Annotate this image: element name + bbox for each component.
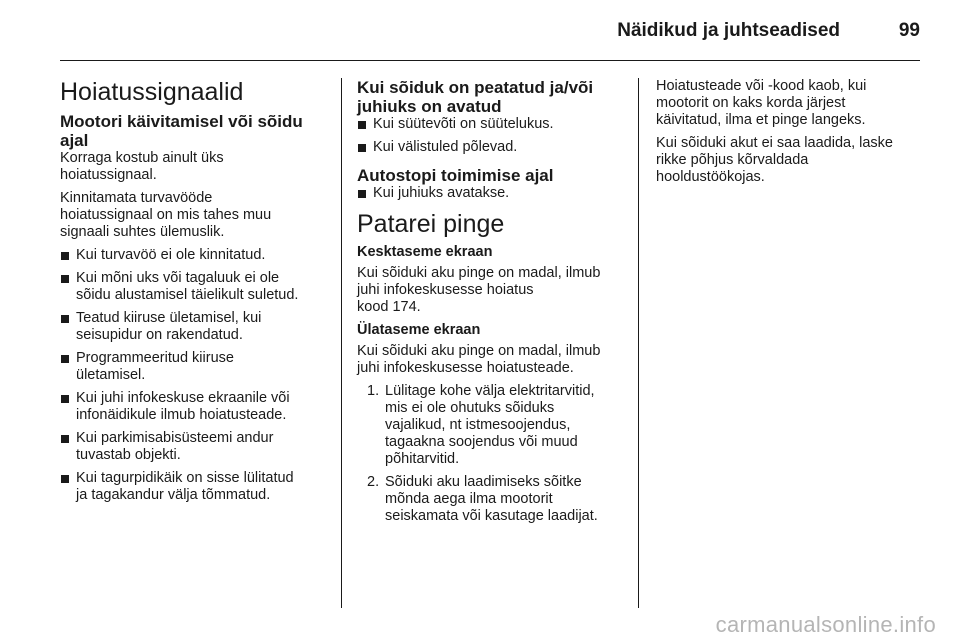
column-divider-1 <box>341 78 342 608</box>
bullet-square-icon <box>61 355 69 363</box>
site-watermark: carmanualsonline.info <box>715 612 936 637</box>
bullet-square-icon <box>358 144 366 152</box>
right-column <box>656 78 926 192</box>
bullet-square-icon <box>358 121 366 129</box>
list-item: Programmeeritud kiiruse ületamisel. <box>60 350 332 384</box>
column-divider-2 <box>638 78 639 608</box>
subheading-midlevel-display: Kesktaseme ekraan <box>357 244 493 260</box>
chapter-title: Näidikud ja juhtseadised <box>617 20 840 41</box>
numbered-step: 1. Lülitage kohe välja elektritarvitid, mis ei ole ohutuks sõiduks vajalikud, nt istmesoojendus, tagaakna soojendus või muud põhitarvitid. <box>367 383 595 467</box>
subheading-uplevel-display: Ülataseme ekraan <box>357 322 481 338</box>
bullet-square-icon <box>61 435 69 443</box>
paragraph-midlevel-warning: Kui sõiduki aku pinge on madal, ilmub juhi infokeskusesse hoiatus kood 174. <box>357 265 601 315</box>
bullet-square-icon <box>61 252 69 260</box>
paragraph-warning-disappears: Hoiatusteade või -kood kaob, kui mootorit on kaks korda järjest käivitatud, ilma et pinge langeks. <box>656 78 867 128</box>
list-item: Kui turvavöö ei ole kinnitatud. <box>60 247 332 264</box>
list-item: Kui mõni uks või tagaluuk ei ole sõidu alustamisel täielikult suletud. <box>60 270 332 304</box>
bullet-square-icon <box>61 275 69 283</box>
paragraph-one-chime: Korraga kostub ainult üks hoiatussignaal. <box>60 150 224 183</box>
bullet-square-icon <box>61 395 69 403</box>
list-item: Kui juhi infokeskuse ekraanile või infonäidikule ilmub hoiatusteade. <box>60 390 332 424</box>
numbered-step: 2. Sõiduki aku laadimiseks sõitke mõnda aega ilma mootorit seiskamata või kasutage laadijat. <box>367 474 598 524</box>
bullet-square-icon <box>61 475 69 483</box>
page-header <box>60 18 920 48</box>
list-item: Teatud kiiruse ületamisel, kui seisupidur on rakendatud. <box>60 310 332 344</box>
autostop-conditions-list <box>357 185 627 202</box>
section-heading-battery-voltage: Patarei pinge <box>357 210 505 238</box>
section-heading-warning-chimes: Hoiatussignaalid <box>60 78 244 106</box>
list-item: Kui süütevõti on süütelukus. <box>357 116 627 133</box>
paragraph-workshop-advice: Kui sõiduki akut ei saa laadida, laske rikke põhjus kõrvaldada hooldustöökojas. <box>656 135 893 185</box>
page-number: 99 <box>898 20 920 41</box>
parked-conditions-list <box>357 116 627 156</box>
list-item: Kui parkimisabisüsteemi andur tuvastab objekti. <box>60 430 332 464</box>
subheading-autostop: Autostopi toimimise ajal <box>357 166 554 185</box>
bullet-square-icon <box>61 315 69 323</box>
subheading-engine-running: Mootori käivitamisel või sõidu ajal <box>60 112 303 150</box>
list-item: Kui tagurpidikäik on sisse lülitatud ja tagakandur välja tõmmatud. <box>60 470 332 504</box>
paragraph-uplevel-warning: Kui sõiduki aku pinge on madal, ilmub juhi infokeskusesse hoiatusteade. <box>357 343 601 376</box>
header-divider <box>60 60 920 61</box>
subheading-vehicle-parked: Kui sõiduk on peatatud ja/või juhiuks on avatud <box>357 78 594 116</box>
list-item: Kui juhiuks avatakse. <box>357 185 627 202</box>
list-item: Kui välistuled põlevad. <box>357 139 627 156</box>
bullet-square-icon <box>358 190 366 198</box>
battery-steps-list <box>357 383 627 525</box>
middle-column <box>357 78 627 531</box>
warning-conditions-list <box>60 247 332 504</box>
left-column <box>60 78 332 510</box>
paragraph-seatbelt-priority: Kinnitamata turvavööde hoiatussignaal on mis tahes muu signaali suhtes ülemuslik. <box>60 190 272 240</box>
